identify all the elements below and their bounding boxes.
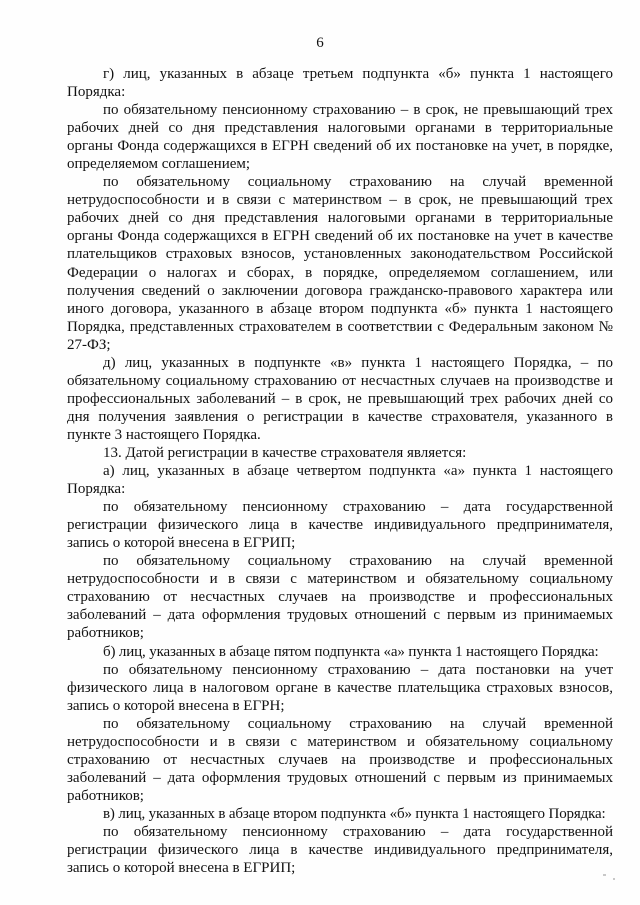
paragraph-subclause-d: д) лиц, указанных в подпункте «в» пункта 1 настоящего Порядка, – по обязательному социальному страхованию от несчастных случаев на производстве и профессиональных заболеваний – в срок, не превышающий трех рабочих дней со дня получения заявления о регистрации в качестве страхователя, указанного в пункте 3 настоящего Порядка.: [67, 354, 613, 443]
paragraph-social-insurance: по обязательному социальному страхованию на случай временной нетрудоспособности и в связи с материнством – в срок, не превышающий трех рабочих дней со дня представления налоговыми органами в территориальные органы Фонда содержащихся в ЕГРН сведений об их постановке на учет в качестве плательщиков страховых взносов, установленных законодательством Российской Федерации о налогах и сборах, в порядке, определяемом соглашением, или получения сведений о заключении договора гражданско-правового характера или иного договора, указанного в абзаце втором подпункта «б» пункта 1 настоящего Порядка, представленных страхователем в соответствии с Федеральным законом № 27-ФЗ;: [67, 174, 613, 353]
paragraph-subclause-g: г) лиц, указанных в абзаце третьем подпункта «б» пункта 1 настоящего Порядка:: [67, 66, 613, 101]
paragraph-pension-egrip-v: по обязательному пенсионному страхованию – дата государственной регистрации физического лица в качестве индивидуального предпринимателя, запись о которой внесена в ЕГРИП;: [67, 823, 613, 877]
paragraph-clause-13: 13. Датой регистрации в качестве страхователя является:: [103, 444, 467, 461]
paragraph-pension-insurance: по обязательному пенсионному страхованию – в срок, не превышающий трех рабочих дней со дня представления налоговыми органами в территориальные органы Фонда содержащихся в ЕГРН сведений об их постановке на учет, в порядке, определяемом соглашением;: [67, 102, 613, 173]
paragraph-social-employment-a: по обязательному социальному страхованию на случай временной нетрудоспособности и в связи с материнством и обязательному социальному страхованию от несчастных случаев на производстве и профессиональных заболеваний – дата оформления трудовых отношений с первым из принимаемых работников;: [67, 553, 613, 642]
paragraph-pension-egrn-b: по обязательному пенсионному страхованию – дата постановки на учет физического лица в налоговом органе в качестве плательщика страховых взносов, запись о которой внесена в ЕГРН;: [67, 661, 613, 714]
scan-speck: [613, 878, 615, 880]
scan-speck: [603, 874, 606, 876]
page-number: 6: [316, 35, 324, 51]
paragraph-pension-egrip-a: по обязательному пенсионному страхованию – дата государственной регистрации физического лица в качестве индивидуального предпринимателя, запись о которой внесена в ЕГРИП;: [67, 499, 613, 552]
paragraph-subclause-v: в) лиц, указанных в абзаце втором подпункта «б» пункта 1 настоящего Порядка:: [103, 805, 606, 822]
document-body: [67, 65, 613, 877]
paragraph-subclause-b: б) лиц, указанных в абзаце пятом подпункта «а» пункта 1 настоящего Порядка:: [103, 643, 599, 660]
paragraph-subclause-a: а) лиц, указанных в абзаце четвертом подпункта «а» пункта 1 настоящего Порядка:: [67, 463, 613, 498]
paragraph-social-employment-b: по обязательному социальному страхованию на случай временной нетрудоспособности и в связи с материнством и обязательному социальному страхованию от несчастных случаев на производстве и профессиональных заболеваний – дата оформления трудовых отношений с первым из принимаемых работников;: [67, 715, 613, 804]
